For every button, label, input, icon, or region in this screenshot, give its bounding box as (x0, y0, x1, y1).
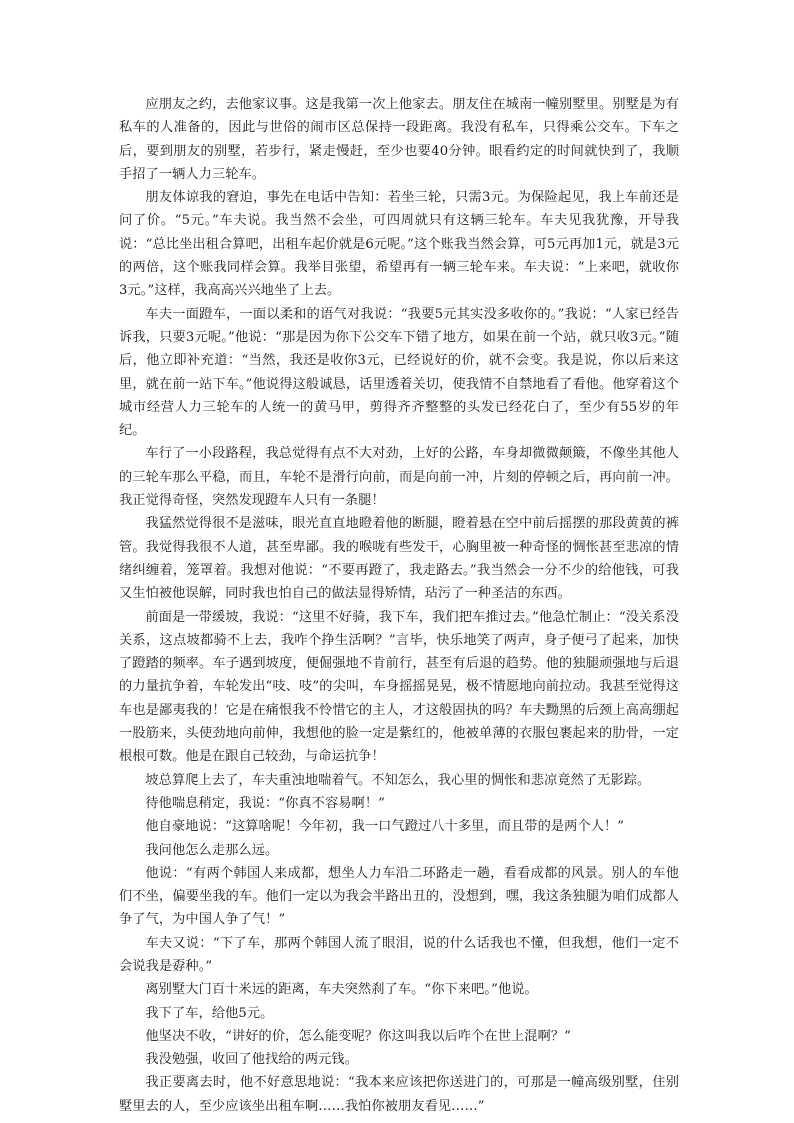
paragraph-5: 我猛然觉得很不是滋味，眼光直直地瞪着他的断腿，瞪着悬在空中前后摇摆的那段黄黄的裤管。我觉得我很不人道，甚至卑鄙。我的喉咙有些发干，心胸里被一种奇怪的惆怅甚至悲凉的情绪纠缠着，笼罩着。我想对他说：“不要再蹬了，我走路去。”我当然会一分不少的给他钱，可我又生怕被他误解，同时我也怕自己的做法显得矫情，玷污了一种圣洁的东西。 (119, 516, 679, 602)
paragraph-16: 我没勉强，收回了他找给的两元钱。 (145, 1052, 358, 1068)
paragraph-10: 我问他怎么走那么远。 (145, 842, 279, 858)
paragraph-15: 他坚决不收，“讲好的价，怎么能变呢？你这叫我以后咋个在世上混啊？” (145, 1028, 571, 1044)
paragraph-11: 他说：“有两个韩国人来成都，想坐人力车沿二环路走一趟，看看成都的风景。别人的车他们不坐，偏要坐我的车。他们一定以为我会半路出丑的，没想到，嘿，我这条独腿为咱们成都人争了气，为中国人争了气！” (119, 865, 679, 928)
paragraph-3: 车夫一面蹬车，一面以柔和的语气对我说：“我要5元其实没多收你的。”我说：“人家已经告诉我，只要3元呢。”他说：“那是因为你下公交车下错了地方，如果在前一个站，就只收3元。”随后，他立即补充道：“当然，我还是收你3元，已经说好的价，就不会变。我是说，你以后来这里，就在前一站下车。”他说得这般诚恳，话里透着关切，使我情不自禁地看了看他。他穿着这个城市经营人力三轮车的人统一的黄马甲，剪得齐齐整整的头发已经花白了，至少有55岁的年纪。 (119, 306, 679, 439)
paragraph-7: 坡总算爬上去了，车夫重浊地喘着气。不知怎么，我心里的惆怅和悲凉竟然了无影踪。 (145, 772, 651, 788)
paragraph-17: 我正要离去时，他不好意思地说：“我本来应该把你送进门的，可那是一幢高级别墅，住别墅里去的人，至少应该坐出租车啊……我怕你被朋友看见……” (119, 1075, 679, 1114)
paragraph-1: 应朋友之约，去他家议事。这是我第一次上他家去。朋友住在城南一幢别墅里。别墅是为有私车的人准备的，因此与世俗的闹市区总保持一段距离。我没有私车，只得乘公交车。下车之后，要到朋友的别墅，若步行，紧走慢赶，至少也要40分钟。眼看约定的时间就快到了，我顺手招了一辆人力三轮车。 (119, 97, 679, 182)
paragraph-6: 前面是一带缓坡，我说：“这里不好骑，我下车，我们把车推过去。”他急忙制止：“没关系没关系，这点坡都骑不上去，我咋个挣生活啊？”言毕，快乐地笑了两声，身子便弓了起来，加快了蹬踏的频率。车子遇到坡度，便倔强地不肯前行，甚至有后退的趋势。他的独腿顽强地与后退的力量抗争着，车轮发出“吱、吱”的尖叫，车身摇摇晃晃，极不情愿地向前拉动。我甚至觉得这车也是鄙夷我的！它是在痛恨我不怜惜它的主人，才这般固执的吗？车夫黝黑的后颈上高高绷起一股筋来，头使劲地向前伸，我想他的脸一定是紫红的，他被单薄的衣服包裹起来的肋骨，一定根根可数。他是在跟自己较劲，与命运抗争！ (119, 609, 679, 765)
paragraph-9: 他自豪地说：“这算啥呢！今年初，我一口气蹬过八十多里，而且带的是两个人！” (145, 819, 625, 835)
paragraph-2: 朋友体谅我的窘迫，事先在电话中告知：若坐三轮，只需3元。为保险起见，我上车前还是问了价。“5元。”车夫说。我当然不会坐，可四周就只有这辆三轮车。车夫见我犹豫，开导我说：“总比坐出租合算吧，出租车起价就是6元呢。”这个账我当然会算，可5元再加1元，就是3元的两倍，这个账我同样会算。我举目张望，希望再有一辆三轮车来。车夫说：“上来吧，就收你3元。”这样，我高高兴兴地坐了上去。 (119, 190, 679, 299)
paragraph-8: 待他喘息稍定，我说：“你真不容易啊！” (145, 795, 385, 811)
story-text (119, 93, 679, 1118)
paragraph-12: 车夫又说：“下了车，那两个韩国人流了眼泪，说的什么话我也不懂，但我想，他们一定不会说我是孬种。” (119, 935, 679, 974)
paragraph-4: 车行了一小段路程，我总觉得有点不大对劲，上好的公路，车身却微微颠簸，不像坐其他人的三轮车那么平稳，而且，车轮不是滑行向前，而是向前一冲，片刻的停顿之后，再向前一冲。我正觉得奇怪，突然发现蹬车人只有一条腿！ (119, 446, 679, 509)
paragraph-13: 离别墅大门百十米远的距离，车夫突然刹了车。“你下来吧。”他说。 (145, 982, 538, 998)
paragraph-14: 我下了车，给他5元。 (145, 1005, 274, 1021)
